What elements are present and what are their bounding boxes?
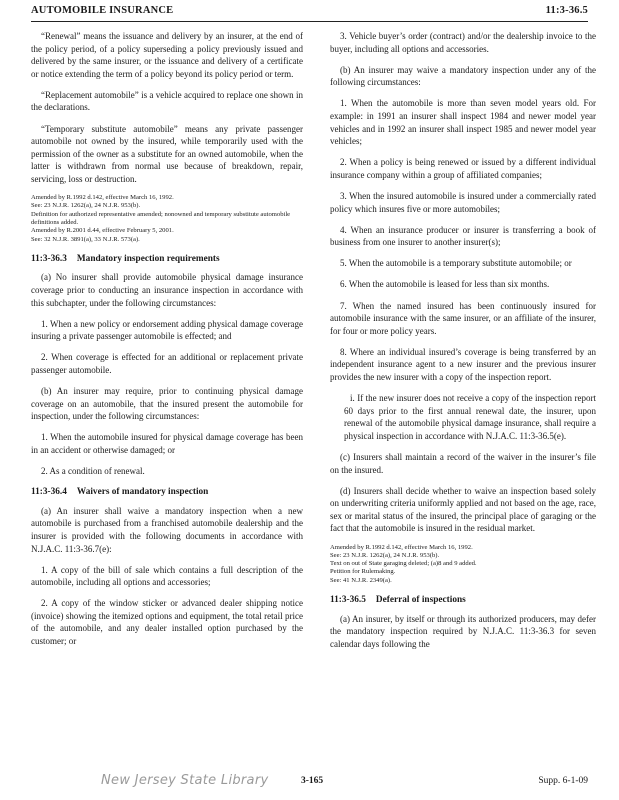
- list-item: 5. When the automobile is a temporary substitute automobile; or: [340, 258, 572, 269]
- list-item: 2. A copy of the window sticker or advanced dealer shipping notice (invoice) showing the itemized options and equipment, the total retail price of the automobile, and any dealer installed option purchased by the customer; or: [31, 598, 303, 647]
- definition-replacement: “Replacement automobile” is a vehicle acquired to replace one shown in the declarations.: [31, 89, 303, 113]
- right-column: [330, 30, 596, 659]
- paragraph: (d) Insurers shall decide whether to waive an inspection based solely on underwriting criteria uniformly applied and not based on the age, race, sex or marital status of the insured, the principal place of garaging or the fact that the automobile is insured in the residual market.: [330, 485, 596, 534]
- library-watermark: New Jersey State Library: [101, 773, 269, 788]
- history-line: See: 32 N.J.R. 3891(a), 33 N.J.R. 573(a).: [31, 235, 140, 243]
- paragraph: (c) Insurers shall maintain a record of the waiver in the insurer’s file on the insured.: [330, 451, 596, 475]
- section-title: Mandatory inspection requirements: [76, 253, 220, 264]
- left-column: [31, 30, 303, 656]
- list-item: 2. When a policy is being renewed or issued by a different individual insurance company within a group of affiliated companies;: [330, 157, 596, 180]
- history-line: Amended by R.1992 d.142, effective March 16, 1992.: [31, 194, 174, 202]
- list-item: 1. When the automobile insured for physical damage coverage has been in an accident or otherwise damaged; or: [31, 432, 303, 455]
- paragraph: (b) An insurer may waive a mandatory inspection under any of the following circumstances:: [330, 64, 596, 88]
- section-heading: [330, 594, 596, 607]
- list-item: 8. Where an individual insured’s coverage is being transferred by an independent insurance agent to a new insurer and the previous insurer provides the new insurer with a copy of the inspection report.: [330, 346, 596, 382]
- paragraph: (a) An insurer shall waive a mandatory inspection when a new automobile is purchased from a franchised automobile dealership and the insurer is provided with the following documents in accordance with N.J.A.C. 11:3-36.7(e):: [31, 505, 303, 554]
- page-number: 3-165: [301, 776, 324, 786]
- history-line: See: 23 N.J.R. 1262(a), 24 N.J.R. 953(b).: [31, 202, 141, 210]
- list-item: 6. When the automobile is leased for less than six months.: [340, 279, 550, 290]
- sub-item: i. If the new insurer does not receive a copy of the inspection report 60 days prior to the first annual renewal date, the insurer, upon renewal of the automobile physical damage insurance, shall require a physical inspection in accordance with N.J.A.C. 11:3-36.5(e).: [344, 393, 596, 441]
- history-line: Definition for authorized representative amended; nonowned and temporary substitute automobile definitions added.: [31, 210, 291, 226]
- supplement-date: Supp. 6-1-09: [538, 776, 588, 786]
- history-note: [31, 194, 303, 244]
- list-item: 4. When an insurance producer or insurer is transferring a book of business from one insurer to another insurer(s);: [330, 224, 596, 248]
- section-heading: [31, 486, 303, 499]
- list-item: 1. A copy of the bill of sale which contains a full description of the automobile, including all options and accessories;: [31, 564, 303, 588]
- definition-renewal: “Renewal” means the issuance and delivery by an insurer, at the end of the policy period, of a policy superseding a policy previously issued and delivered by the same insurer, or the issuance and delivery of a certificate or notice extending the term of a policy beyond its policy period or term.: [31, 31, 303, 79]
- header-title: AUTOMOBILE INSURANCE: [31, 5, 174, 16]
- list-item: 2. As a condition of renewal.: [41, 466, 145, 477]
- history-line: Text on out of State garaging deleted; (a)8 and 9 added.: [330, 560, 477, 568]
- history-note: [330, 544, 596, 585]
- list-item: 1. When the automobile is more than seven model years old. For example: in 1991 an insurer shall inspect 1984 and newer model year vehicles and in 1992 an insurer shall inspect 1985 and newer model year vehicles;: [330, 98, 596, 147]
- header-section: 11:3-36.5: [545, 5, 588, 16]
- section-number: 11:3-36.5: [330, 594, 366, 605]
- paragraph: (b) An insurer may require, prior to continuing physical damage coverage on an automobile, that the insured present the automobile for inspection, under the following circumstances:: [31, 386, 303, 422]
- list-item: 3. Vehicle buyer’s order (contract) and/or the dealership invoice to the buyer, including all options and accessories.: [330, 31, 596, 54]
- history-line: See: 41 N.J.R. 2349(a).: [330, 576, 392, 584]
- history-line: See: 23 N.J.R. 1262(a), 24 N.J.R. 953(b).: [330, 551, 440, 559]
- section-number: 11:3-36.4: [31, 487, 67, 498]
- section-number: 11:3-36.3: [31, 253, 67, 264]
- history-line: Amended by R.2001 d.44, effective February 5, 2001.: [31, 227, 174, 235]
- definition-temporary: “Temporary substitute automobile” means any private passenger automobile not owned by the insured, while temporarily used with the permission of the owner as a substitute for an owned automobile, when the latter is withdrawn from normal use because of breakdown, repair, servicing, loss or destruction.: [31, 123, 303, 184]
- paragraph: (a) No insurer shall provide automobile physical damage insurance coverage prior to conducting an insurance inspection in accordance with this subchapter, under the following circumstances:: [31, 272, 303, 308]
- list-item: 7. When the named insured has been continuously insured for automobile insurance with the same insurer, or an affiliate of the insurer, for four or more policy years.: [330, 300, 596, 336]
- section-title: Deferral of inspections: [375, 594, 466, 605]
- history-line: Amended by R.1992 d.142, effective March 16, 1992.: [330, 543, 473, 551]
- section-heading: [31, 253, 303, 266]
- running-header: [31, 5, 588, 22]
- list-item: 1. When a new policy or endorsement adding physical damage coverage insuring a private passenger automobile is effected; and: [31, 318, 303, 342]
- history-line: Petition for Rulemaking.: [330, 568, 396, 576]
- section-title: Waivers of mandatory inspection: [76, 487, 209, 498]
- page-footer: [31, 773, 588, 792]
- list-item: 3. When the insured automobile is insured under a commercially rated policy which insures five or more automobiles;: [330, 190, 596, 214]
- paragraph: (a) An insurer, by itself or through its authorized producers, may defer the mandatory inspection required by N.J.A.C. 11:3-36.3 for seven calendar days following the: [330, 613, 596, 649]
- list-item: 2. When coverage is effected for an additional or replacement private passenger automobile.: [31, 352, 303, 375]
